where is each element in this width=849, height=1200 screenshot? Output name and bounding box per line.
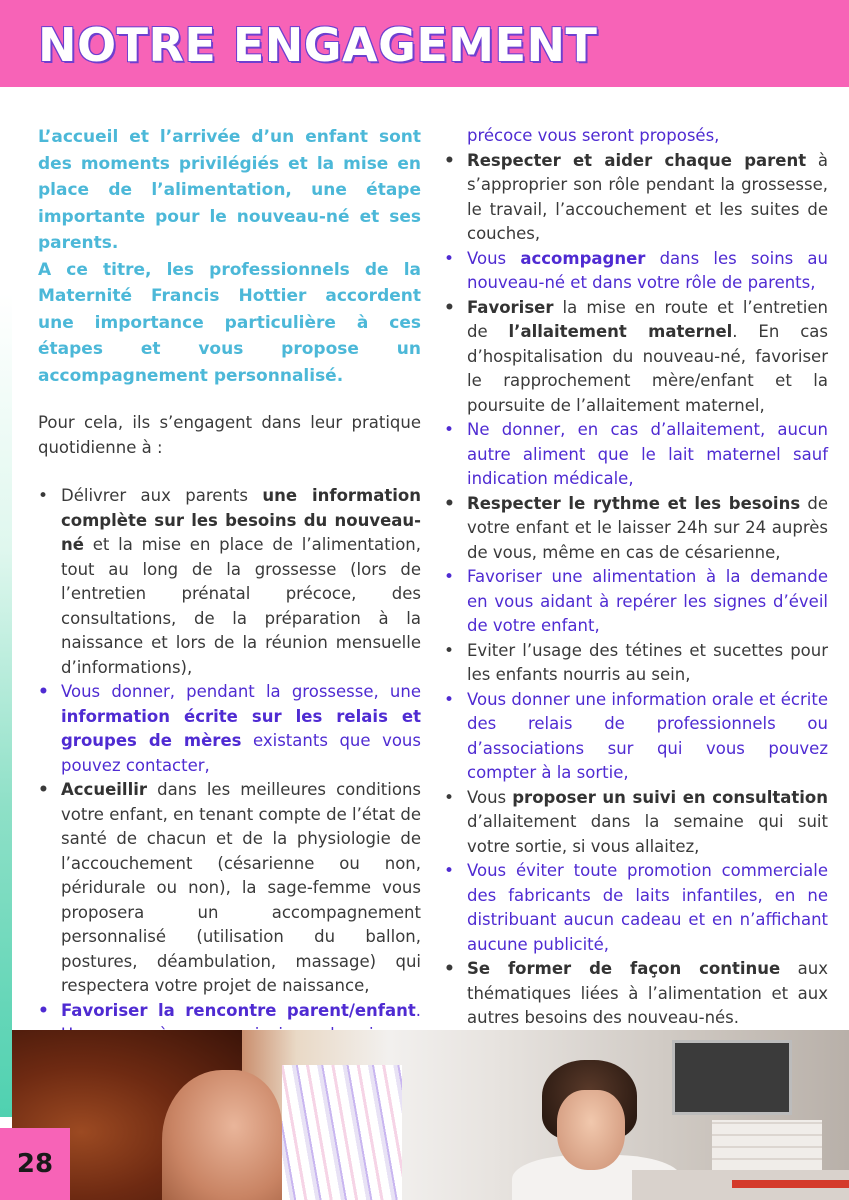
list-item: • Délivrer aux parents une information complète sur les besoins du nouveau-né et la mise en place de l’alimentation, tout au long de la grossesse (lors de l’entretien prénatal précoce, des consultations, de la préparation à la naissance et lors de la réunion mensuelle d’informations), bbox=[38, 484, 421, 680]
list-item: • Favoriser la mise en route et l’entretien de l’allaitement maternel. En cas d’hospitalisation du nouveau-né, favoriser le rapprochement mère/enfant et la poursuite de l’allaitement maternel, bbox=[444, 296, 828, 419]
list-item: • Vous accompagner dans les soins au nouveau-né et dans votre rôle de parents, bbox=[444, 247, 828, 296]
photo-person-face-shape bbox=[557, 1090, 625, 1170]
list-item: • Favoriser la rencontre parent/enfant. bbox=[38, 999, 421, 1073]
intro-text bbox=[38, 124, 421, 389]
list-item: • Vous éviter toute promotion commerciale des fabricants de laits infantiles, en ne distribuant aucun cadeau et en n’affichant aucune publicité, bbox=[444, 859, 828, 957]
intro-paragraph-2: A ce titre, les professionnels de la Maternité Francis Hottier accordent une importance particulière à ces étapes et vous propose un accompagnement personnalisé. bbox=[38, 259, 421, 386]
list-item: • Vous donner, pendant la grossesse, une information écrite sur les relais et groupes de mères existants que vous pouvez contacter, bbox=[38, 680, 421, 778]
list-item: • Respecter le rythme et les besoins de votre enfant et le laisser 24h sur 24 auprès de vous, même en cas de césarienne, bbox=[444, 492, 828, 566]
photo-red-shelf-shape bbox=[732, 1180, 849, 1188]
right-column bbox=[444, 124, 828, 1031]
list-item: • Favoriser une alimentation à la demande en vous aidant à repérer les signes d’éveil de votre enfant, bbox=[444, 565, 828, 639]
photo-face-shape bbox=[162, 1070, 282, 1200]
page-number: 28 bbox=[0, 1128, 70, 1200]
page-header bbox=[0, 0, 849, 87]
list-item: • Vous proposer un suivi en consultation d’allaitement dans la semaine qui suit votre sortie, si vous allaitez, bbox=[444, 786, 828, 860]
list-item: • Vous donner une information orale et écrite des relais de professionnels ou d’associations sur qui vous pouvez compter à la sortie, bbox=[444, 688, 828, 786]
commitment-list-right bbox=[444, 124, 828, 1031]
lead-paragraph: Pour cela, ils s’engagent dans leur pratique quotidienne à : bbox=[38, 413, 421, 457]
list-item: • Se former de façon continue aux thématiques liées à l’alimentation et aux autres besoins des nouveau-nés. bbox=[444, 957, 828, 1031]
intro-paragraph-1: L’accueil et l’arrivée d’un enfant sont des moments privilégiés et la mise en place de l’alimentation, une étape importante pour le nouveau-né et ses parents. bbox=[38, 127, 421, 253]
left-column bbox=[38, 124, 421, 1072]
list-item: • Respecter et aider chaque parent à s’approprier son rôle pendant la grossesse, le travail, l’accouchement et les suites de couches, bbox=[444, 149, 828, 247]
photo-monitor-shape bbox=[672, 1040, 792, 1115]
list-item: • Ne donner, en cas d’allaitement, aucun autre aliment que le lait maternel sauf indication médicale, bbox=[444, 418, 828, 492]
photo-folders-shape bbox=[282, 1065, 402, 1200]
list-item-continued: précoce vous seront proposés, bbox=[467, 126, 720, 145]
list-item: • Eviter l’usage des tétines et sucettes pour les enfants nourris au sein, bbox=[444, 639, 828, 688]
commitment-list-left bbox=[38, 484, 421, 1072]
side-accent-bar bbox=[0, 87, 12, 1117]
photo-boxes-shape bbox=[712, 1120, 822, 1170]
maternity-photo bbox=[12, 1030, 849, 1200]
list-item: • Accueillir dans les meilleures conditions votre enfant, en tenant compte de l’état de santé de chacun et de la physiologie de l’accouchement (césarienne ou non, péridurale ou non), la sage-femme vous proposera un accompagnement personnalisé (utilisation du ballon, postures, déambulation, massage) qui respectera votre projet de naissance, bbox=[38, 778, 421, 999]
page-title: NOTRE ENGAGEMENT bbox=[38, 18, 598, 72]
